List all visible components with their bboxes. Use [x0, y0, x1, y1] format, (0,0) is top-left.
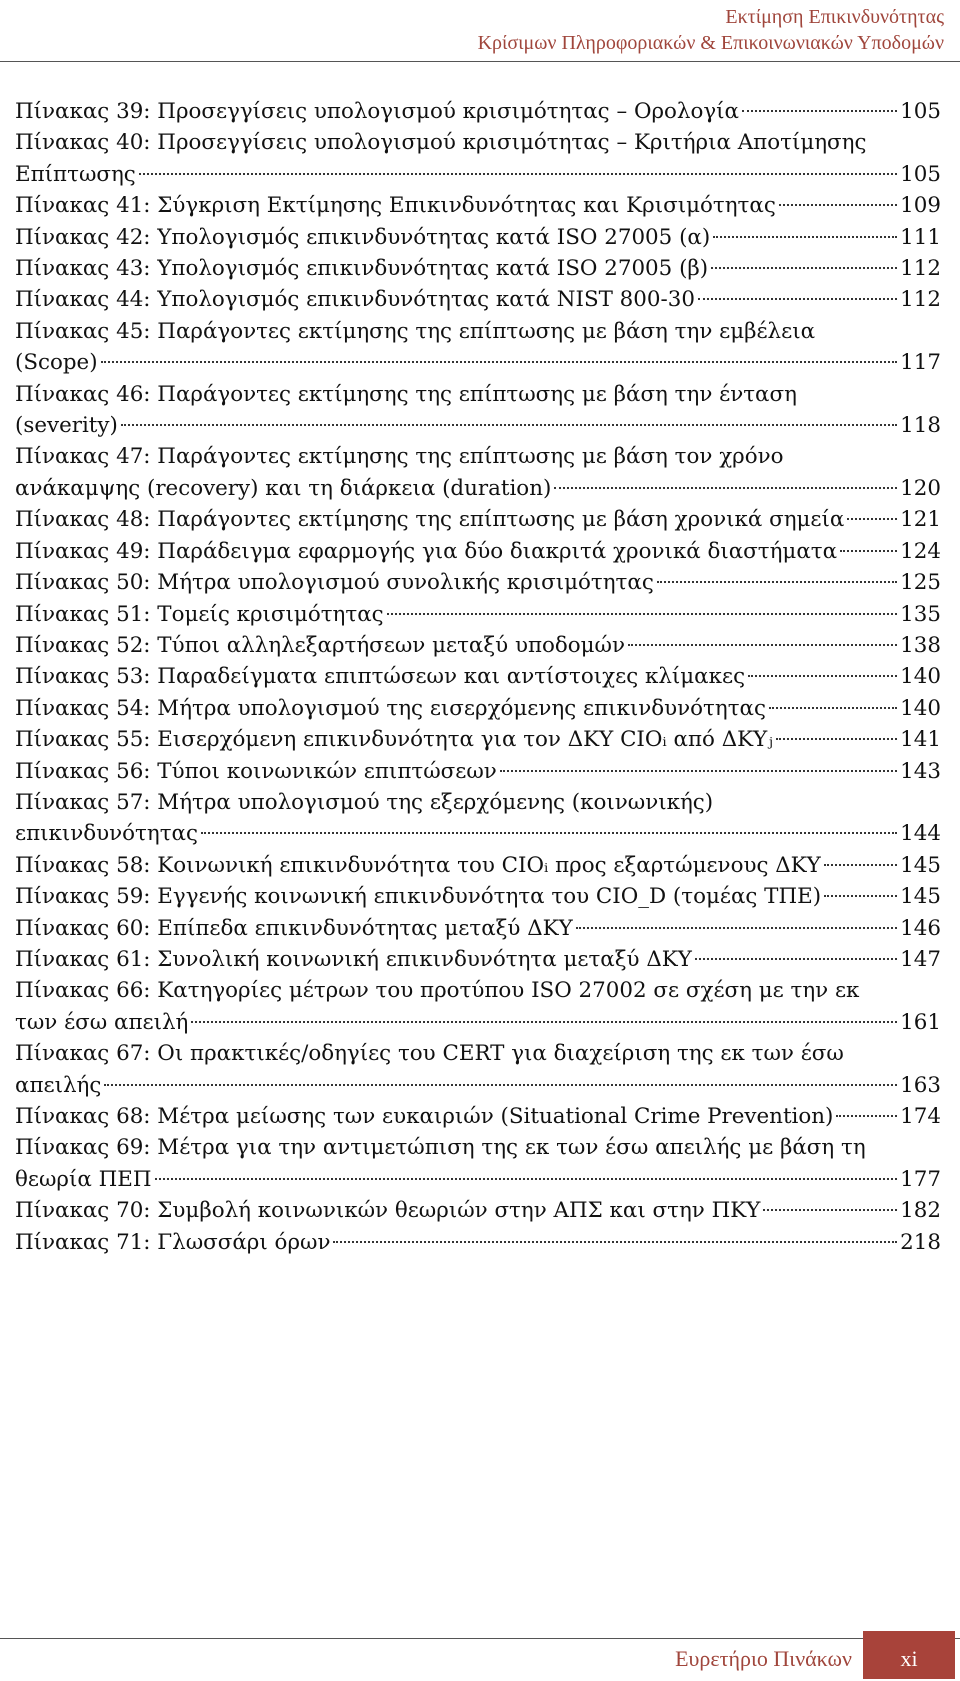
toc-entry-title: Πίνακας 49: Παράδειγμα εφαρμογής για δύο διακριτά χρονικά διαστήματα [15, 538, 838, 564]
table-of-contents [15, 96, 941, 1258]
dot-leader [657, 581, 897, 583]
dot-leader [779, 204, 897, 206]
toc-entry-continuation [15, 159, 941, 190]
toc-entry[interactable] [15, 975, 941, 1038]
toc-entry[interactable] [15, 441, 941, 504]
header-title: Εκτίμηση Επικινδυνότητας [725, 6, 944, 28]
toc-entry-page: 140 [900, 664, 941, 690]
toc-entry-continuation [15, 1070, 941, 1101]
toc-entry-title-continued: ανάκαμψης (recovery) και τη διάρκεια (duration) [15, 475, 552, 501]
dot-leader [769, 707, 897, 709]
toc-entry-title: Πίνακας 48: Παράγοντες εκτίμησης της επίπτωσης με βάση χρονικά σημεία [15, 507, 845, 533]
toc-entry-page: 121 [900, 507, 941, 533]
dot-leader [576, 927, 897, 929]
header-rule [0, 61, 960, 62]
toc-entry-title: Πίνακας 67: Οι πρακτικές/οδηγίες του CERT για διαχείριση της εκ των έσω [15, 1041, 844, 1067]
toc-entry-title: Πίνακας 58: Κοινωνική επικινδυνότητα του CIOᵢ προς εξαρτώμενους ΔΚΥ [15, 852, 821, 878]
toc-entry[interactable] [15, 599, 941, 630]
dot-leader [554, 487, 897, 489]
toc-entry-title: Πίνακας 70: Συμβολή κοινωνικών θεωριών στην ΑΠΣ και στην ΠΚΥ [15, 1198, 761, 1224]
toc-entry-continuation [15, 1164, 941, 1195]
toc-entry[interactable] [15, 1195, 941, 1226]
toc-entry-continuation [15, 473, 941, 504]
toc-entry-page: 111 [900, 224, 941, 250]
toc-entry[interactable] [15, 222, 941, 253]
toc-entry[interactable] [15, 190, 941, 221]
toc-entry[interactable] [15, 1038, 941, 1101]
toc-entry-continuation [15, 818, 941, 849]
toc-entry-title: Πίνακας 52: Τύποι αλληλεξαρτήσεων μεταξύ υποδομών [15, 632, 625, 658]
dot-leader [776, 738, 897, 740]
toc-entry-title: Πίνακας 41: Σύγκριση Εκτίμησης Επικινδυνότητας και Κρισιμότητας [15, 193, 776, 219]
dot-leader [711, 267, 897, 269]
toc-entry-page: 105 [900, 161, 941, 187]
toc-entry[interactable] [15, 379, 941, 442]
toc-entry-page: 120 [900, 475, 941, 501]
toc-entry[interactable] [15, 661, 941, 692]
toc-entry-title: Πίνακας 61: Συνολική κοινωνική επικινδυνότητα μεταξύ ΔΚΥ [15, 946, 692, 972]
toc-entry-continuation [15, 1007, 941, 1038]
dot-leader [104, 1084, 897, 1086]
toc-entry-title: Πίνακας 68: Μέτρα μείωσης των ευκαιριών (Situational Crime Prevention) [15, 1104, 834, 1129]
dot-leader [139, 173, 897, 175]
toc-entry-title: Πίνακας 45: Παράγοντες εκτίμησης της επίπτωσης με βάση την εμβέλεια [15, 318, 816, 344]
dot-leader [713, 236, 897, 238]
toc-entry-title-continued: των έσω απειλή [15, 1009, 189, 1035]
header-subtitle: Κρίσιμων Πληροφοριακών & Επικοινωνιακών Υποδομών [477, 32, 944, 54]
toc-entry[interactable] [15, 96, 941, 127]
dot-leader [840, 550, 897, 552]
toc-entry-title: Πίνακας 39: Προσεγγίσεις υπολογισμού κρισιμότητας – Ορολογία [15, 99, 739, 124]
toc-entry-title-continued: (severity) [15, 413, 118, 439]
toc-entry-page: 140 [900, 695, 941, 721]
toc-entry-page: 182 [900, 1198, 941, 1224]
toc-entry-title: Πίνακας 69: Μέτρα για την αντιμετώπιση της εκ των έσω απειλής με βάση τη [15, 1135, 866, 1161]
toc-entry-title-continued: Επίπτωσης [15, 161, 136, 187]
toc-entry[interactable] [15, 913, 941, 944]
toc-entry-title: Πίνακας 57: Μήτρα υπολογισμού της εξερχόμενης (κοινωνικής) [15, 789, 714, 815]
toc-entry-page: 105 [900, 99, 941, 124]
running-header [0, 0, 960, 64]
toc-entry-page: 117 [900, 350, 941, 376]
toc-entry[interactable] [15, 504, 941, 535]
toc-entry-page: 118 [900, 413, 941, 439]
toc-entry-title-continued: επικινδυνότητας [15, 821, 198, 847]
toc-entry[interactable] [15, 253, 941, 284]
dot-leader [628, 644, 897, 646]
footer-section-label: Ευρετήριο Πινάκων [675, 1646, 852, 1671]
toc-entry-page: 145 [900, 852, 941, 878]
toc-entry-title: Πίνακας 60: Επίπεδα επικινδυνότητας μεταξύ ΔΚΥ [15, 915, 573, 941]
toc-entry-continuation [15, 410, 941, 441]
toc-entry[interactable] [15, 756, 941, 787]
toc-entry[interactable] [15, 1101, 941, 1132]
dot-leader [698, 298, 897, 300]
toc-entry-page: 147 [900, 946, 941, 972]
toc-entry[interactable] [15, 127, 941, 190]
toc-entry[interactable] [15, 944, 941, 975]
toc-entry-page: 125 [900, 570, 941, 596]
toc-entry-page: 161 [900, 1009, 941, 1035]
dot-leader [847, 518, 897, 520]
dot-leader [191, 1021, 897, 1023]
toc-entry-title-continued: απειλής [15, 1072, 102, 1098]
dot-leader [121, 424, 897, 426]
page-number: xi [900, 1646, 918, 1671]
toc-entry-page: 138 [900, 632, 941, 658]
toc-entry-page: 124 [900, 538, 941, 564]
toc-entry-title: Πίνακας 56: Τύποι κοινωνικών επιπτώσεων [15, 758, 497, 784]
toc-entry-title: Πίνακας 71: Γλωσσάρι όρων [15, 1229, 331, 1255]
dot-leader [387, 613, 898, 615]
toc-entry[interactable] [15, 1132, 941, 1195]
dot-leader [333, 1241, 897, 1243]
toc-entry-title: Πίνακας 51: Τομείς κρισιμότητας [15, 601, 384, 627]
toc-entry[interactable] [15, 630, 941, 661]
toc-entry-page: 112 [900, 287, 941, 313]
toc-entry-title: Πίνακας 40: Προσεγγίσεις υπολογισμού κρισιμότητας – Κριτήρια Αποτίμησης [15, 130, 867, 156]
toc-entry-page: 146 [900, 915, 941, 941]
toc-entry-title: Πίνακας 54: Μήτρα υπολογισμού της εισερχόμενης επικινδυνότητας [15, 695, 766, 721]
dot-leader [836, 1115, 897, 1117]
toc-entry-page: 109 [900, 193, 941, 219]
dot-leader [201, 832, 897, 834]
dot-leader [101, 361, 898, 363]
toc-entry[interactable] [15, 316, 941, 379]
toc-entry-page: 145 [900, 884, 941, 910]
toc-entry-title: Πίνακας 59: Εγγενής κοινωνική επικινδυνότητα του CIO_D (τομέας ΤΠΕ) [15, 884, 822, 910]
toc-entry-title: Πίνακας 55: Εισερχόμενη επικινδυνότητα για τον ΔΚΥ CIOᵢ από ΔΚΥⱼ [15, 727, 773, 753]
toc-entry[interactable] [15, 724, 941, 755]
toc-entry-title: Πίνακας 44: Υπολογισμός επικινδυνότητας κατά NIST 800-30 [15, 287, 695, 313]
toc-entry[interactable] [15, 693, 941, 724]
toc-entry-page: 144 [900, 821, 941, 847]
toc-entry-title-continued: θεωρία ΠΕΠ [15, 1166, 152, 1192]
dot-leader [742, 110, 897, 112]
toc-entry-title: Πίνακας 42: Υπολογισμός επικινδυνότητας κατά ISO 27005 (α) [15, 224, 711, 250]
toc-entry-page: 141 [900, 727, 941, 753]
toc-entry[interactable] [15, 787, 941, 850]
toc-entry-title: Πίνακας 43: Υπολογισμός επικινδυνότητας κατά ISO 27005 (β) [15, 256, 709, 282]
dot-leader [824, 895, 897, 897]
toc-entry[interactable] [15, 567, 941, 598]
toc-entry[interactable] [15, 284, 941, 315]
dot-leader [824, 864, 897, 866]
toc-entry-title: Πίνακας 47: Παράγοντες εκτίμησης της επίπτωσης με βάση τον χρόνο [15, 444, 784, 470]
footer-rule [0, 1638, 960, 1639]
dot-leader [763, 1209, 897, 1211]
page-number-badge [863, 1631, 955, 1679]
toc-entry-page: 143 [900, 758, 941, 784]
toc-entry-title: Πίνακας 53: Παραδείγματα επιπτώσεων και αντίστοιχες κλίμακες [15, 664, 746, 690]
toc-entry[interactable] [15, 881, 941, 912]
toc-entry-title: Πίνακας 50: Μήτρα υπολογισμού συνολικής κρισιμότητας [15, 570, 654, 596]
dot-leader [695, 958, 897, 960]
toc-entry-page: 174 [900, 1104, 941, 1129]
toc-entry-page: 218 [900, 1229, 941, 1255]
toc-entry-page: 177 [900, 1166, 941, 1192]
dot-leader [748, 675, 897, 677]
toc-entry[interactable] [15, 536, 941, 567]
dot-leader [500, 770, 897, 772]
dot-leader [155, 1178, 898, 1180]
toc-entry-page: 163 [900, 1072, 941, 1098]
toc-entry-page: 135 [900, 601, 941, 627]
toc-entry-title-continued: (Scope) [15, 350, 98, 376]
toc-entry-page: 112 [900, 256, 941, 282]
toc-entry-continuation [15, 347, 941, 378]
toc-entry[interactable] [15, 1227, 941, 1258]
toc-entry-title: Πίνακας 46: Παράγοντες εκτίμησης της επίπτωσης με βάση την ένταση [15, 381, 797, 407]
toc-entry[interactable] [15, 850, 941, 881]
toc-entry-title: Πίνακας 66: Κατηγορίες μέτρων του προτύπου ISO 27002 σε σχέση με την εκ [15, 978, 860, 1004]
